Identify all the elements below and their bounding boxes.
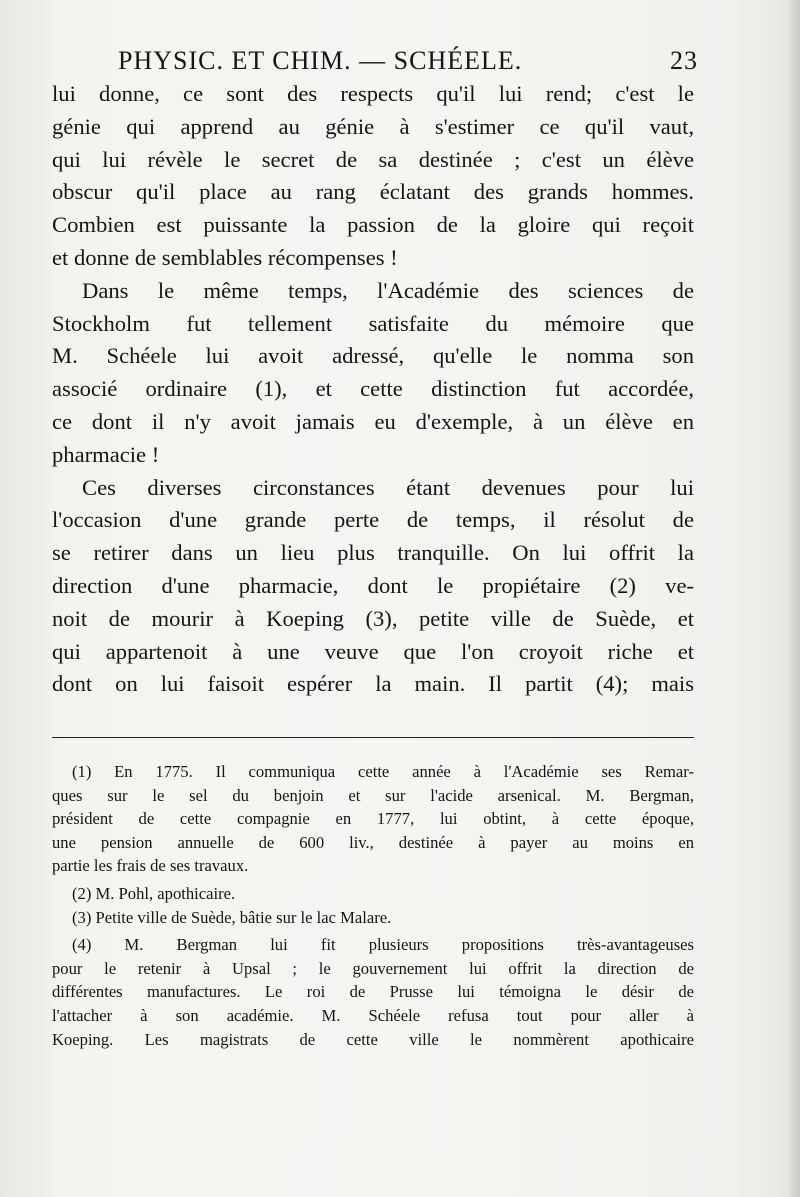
footnote-line: Koeping. Les magistrats de cette ville le nommèrent apothicaire (52, 1029, 694, 1049)
footnote-line: l'attacher à son académie. M. Schéele refusa tout pour aller à (52, 1005, 694, 1025)
text-line: Stockholm fut tellement satisfaite du mémoire que (52, 310, 694, 336)
text-line: obscur qu'il place au rang éclatant des grands hommes. (52, 179, 694, 205)
footnote-3 (52, 906, 694, 930)
text-line: et donne de semblables récompenses ! (52, 244, 398, 270)
text-line: pharmacie ! (52, 441, 160, 467)
text-line: M. Schéele lui avoit adressé, qu'elle le nomma son (52, 343, 694, 369)
text-line: Ces diverses circonstances étant devenues pour lui (82, 474, 694, 500)
text-line: lui donne, ce sont des respects qu'il lui rend; c'est le (52, 81, 694, 106)
footnote-2 (52, 882, 694, 906)
footnote-line: (3) Petite ville de Suède, bâtie sur le lac Malare. (72, 907, 392, 927)
footnote-line: (2) M. Pohl, apothicaire. (72, 883, 236, 903)
footnote-line: (4) M. Bergman lui fit plusieurs propositions très-avantageuses (72, 935, 694, 955)
text-line: direction d'une pharmacie, dont le propiétaire (2) ve- (52, 572, 694, 598)
text-line: l'occasion d'une grande perte de temps, il résolut de (52, 507, 694, 533)
page-number: 23 (670, 46, 698, 75)
text-line: qui lui révèle le secret de sa destinée ; c'est un élève (52, 146, 694, 172)
footnote-4 (52, 933, 694, 1051)
running-header (118, 46, 698, 78)
footnote-line: partie les frais de ses travaux. (52, 856, 249, 876)
footnote-divider (52, 737, 694, 738)
footnote-1 (52, 760, 694, 878)
footnote-line: une pension annuelle de 600 liv., destinée à payer au moins en (52, 832, 694, 852)
main-text (52, 78, 694, 701)
text-line: associé ordinaire (1), et cette distinction fut accordée, (52, 376, 694, 402)
footnote-line: différentes manufactures. Le roi de Prusse lui témoigna le désir de (52, 982, 694, 1002)
text-line: dont on lui faisoit espérer la main. Il partit (4); mais (52, 671, 694, 697)
text-line: noit de mourir à Koeping (3), petite ville de Suède, et (52, 605, 694, 631)
text-line: se retirer dans un lieu plus tranquille. On lui offrit la (52, 540, 694, 566)
running-header-title: PHYSIC. ET CHIM. — SCHÉELE. (118, 46, 523, 75)
footnote-line: pour le retenir à Upsal ; le gouvernement lui offrit la direction de (52, 958, 694, 978)
text-line: génie qui apprend au génie à s'estimer ce qu'il vaut, (52, 113, 694, 139)
footnote-line: ques sur le sel du benjoin et sur l'acide arsenical. M. Bergman, (52, 785, 694, 805)
page-edge-shadow (786, 0, 800, 1197)
footnote-line: (1) En 1775. Il communiqua cette année à l'Académie ses Remar- (72, 762, 694, 781)
text-line: ce dont il n'y avoit jamais eu d'exemple, à un élève en (52, 408, 694, 434)
footnote-line: président de cette compagnie en 1777, lui obtint, à cette époque, (52, 809, 694, 829)
text-line: qui appartenoit à une veuve que l'on croyoit riche et (52, 638, 694, 664)
text-line: Dans le même temps, l'Académie des sciences de (82, 277, 694, 303)
footnotes (52, 760, 694, 1051)
text-line: Combien est puissante la passion de la gloire qui reçoit (52, 212, 694, 238)
